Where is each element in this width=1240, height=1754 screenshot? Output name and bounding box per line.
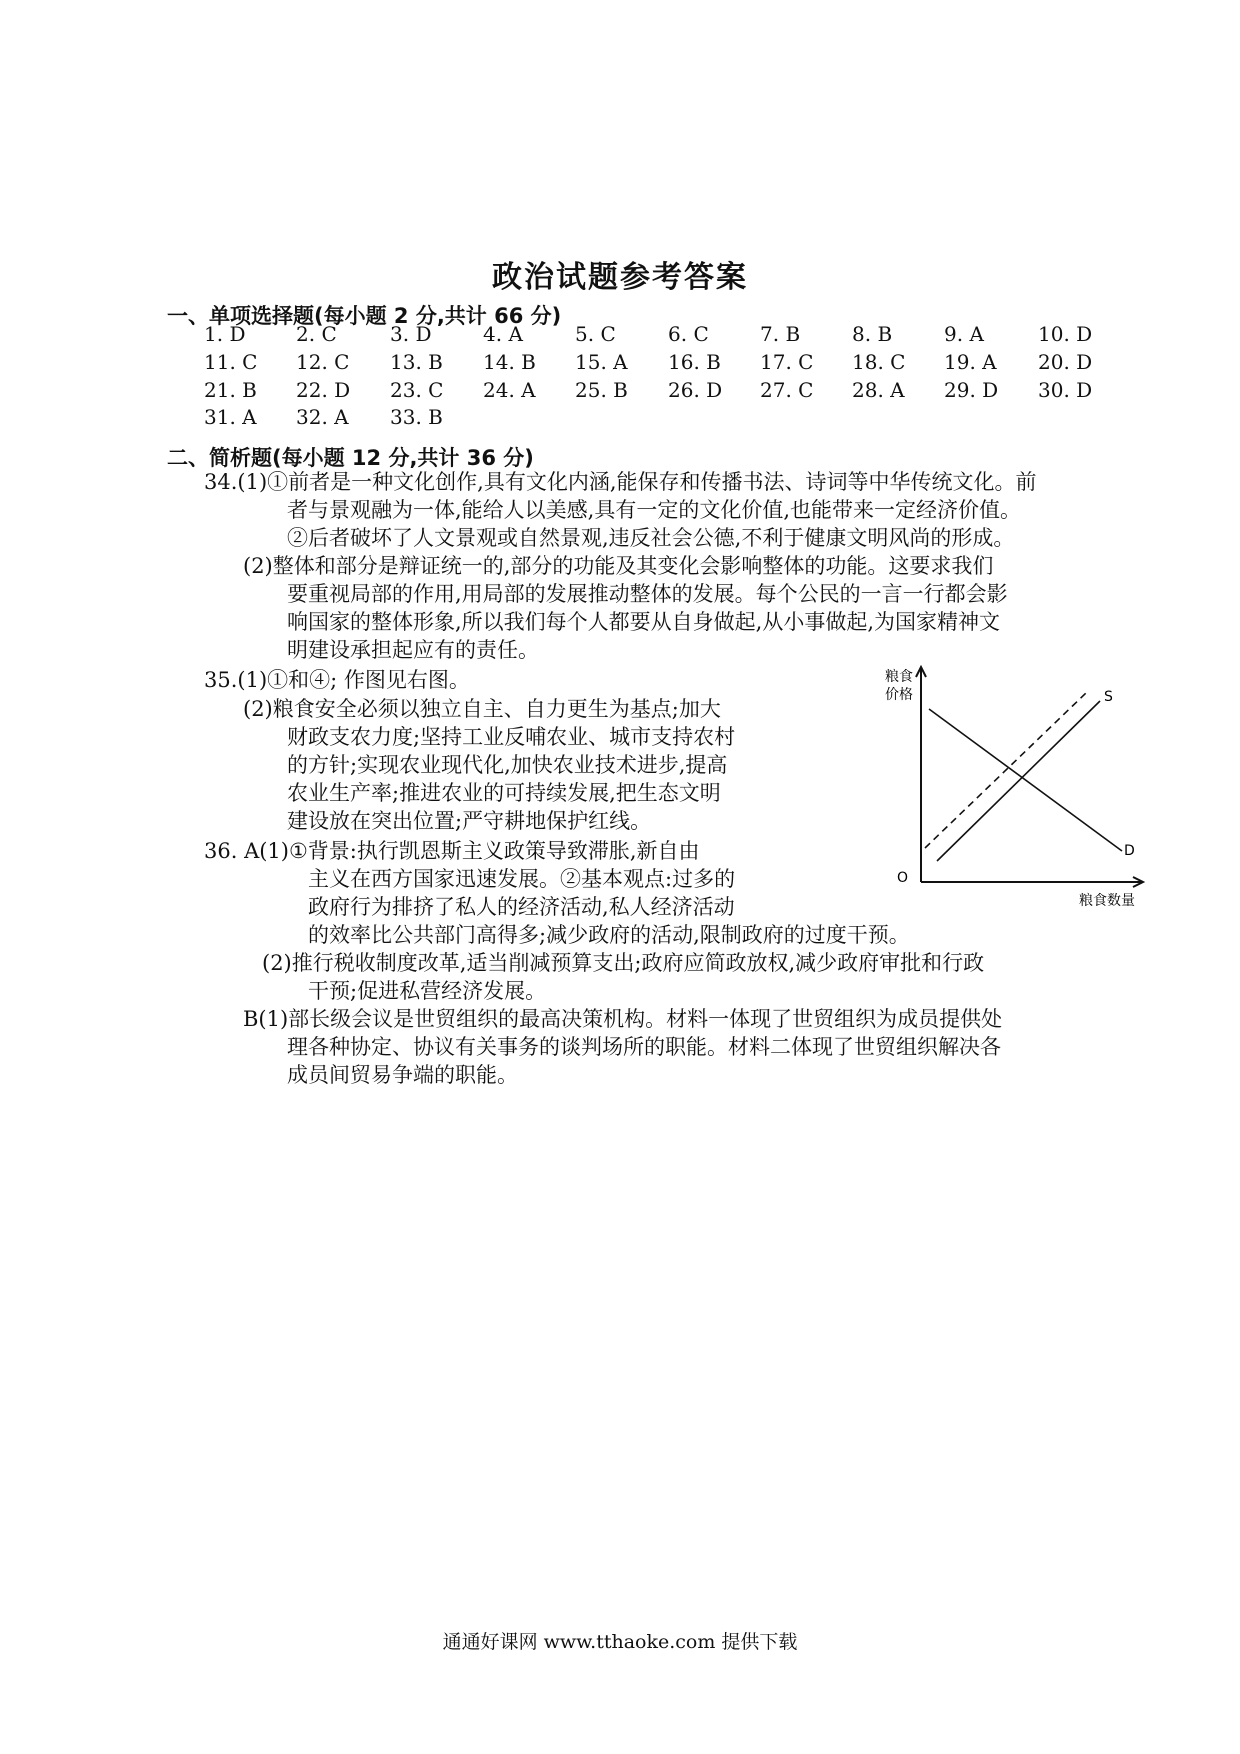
answer-item: 7. B <box>760 322 801 346</box>
answer-item: 29. D <box>944 378 999 402</box>
answer-line: 的效率比公共部门高得多;减少政府的活动,限制政府的过度干预。 <box>308 923 910 947</box>
answer-line: 成员间贸易争端的职能。 <box>287 1063 518 1087</box>
answer-line: 34.(1)①前者是一种文化创作,具有文化内涵,能保存和传播书法、诗词等中华传统文化。前 <box>204 470 1037 494</box>
answer-line: ②后者破坏了人文景观或自然景观,违反社会公德,不利于健康文明风尚的形成。 <box>287 526 1015 550</box>
answer-line: 主义在西方国家迅速发展。②基本观点:过多的 <box>308 867 736 891</box>
answer-item: 9. A <box>944 322 984 346</box>
supply-demand-figure <box>885 665 1150 910</box>
answer-item: 1. D <box>204 322 246 346</box>
supply-label: S <box>1104 689 1113 705</box>
answer-item: 5. C <box>575 322 616 346</box>
answer-line: 理各种协定、协议有关事务的谈判场所的职能。材料二体现了世贸组织解决各 <box>287 1035 1001 1059</box>
answer-item: 15. A <box>575 350 628 374</box>
answer-item: 2. C <box>296 322 337 346</box>
answer-item: 23. C <box>390 378 444 402</box>
answer-line: (2)整体和部分是辩证统一的,部分的功能及其变化会影响整体的功能。这要求我们 <box>243 554 994 578</box>
answer-line: 建设放在突出位置;严守耕地保护红线。 <box>287 809 652 833</box>
answer-item: 14. B <box>483 350 536 374</box>
answer-item: 8. B <box>852 322 893 346</box>
answer-item: 19. A <box>944 350 997 374</box>
answer-line: 政府行为排挤了私人的经济活动,私人经济活动 <box>308 895 735 919</box>
origin-label: O <box>897 870 909 886</box>
answer-item: 16. B <box>668 350 721 374</box>
answer-item: 4. A <box>483 322 523 346</box>
answer-line: 36. A(1)①背景:执行凯恩斯主义政策导致滞胀,新自由 <box>204 839 700 863</box>
answer-item: 12. C <box>296 350 350 374</box>
answer-item: 3. D <box>390 322 432 346</box>
answer-item: 10. D <box>1038 322 1093 346</box>
answer-item: 31. A <box>204 405 257 429</box>
answer-item: 32. A <box>296 405 349 429</box>
section1-heading: 一、单项选择题(每小题 2 分,共计 66 分) <box>167 304 562 328</box>
answer-line: B(1)部长级会议是世贸组织的最高决策机构。材料一体现了世贸组织为成员提供处 <box>243 1007 1003 1031</box>
answer-line: 明建设承担起应有的责任。 <box>287 638 539 662</box>
y-axis-label-line1: 粮食 <box>885 669 913 685</box>
answer-item: 25. B <box>575 378 628 402</box>
answer-line: (2)粮食安全必须以独立自主、自力更生为基点;加大 <box>243 697 721 721</box>
answer-line: (2)推行税收制度改革,适当削减预算支出;政府应简政放权,减少政府审批和行政 <box>262 951 985 975</box>
section2-heading: 二、简析题(每小题 12 分,共计 36 分) <box>167 446 534 470</box>
y-axis-label-line2: 价格 <box>885 687 913 703</box>
answer-line: 的方针;实现农业现代化,加快农业技术进步,提高 <box>287 753 728 777</box>
demand-curve <box>929 709 1122 851</box>
answer-item: 21. B <box>204 378 257 402</box>
shifted-supply-curve <box>925 692 1087 848</box>
answer-line: 35.(1)①和④; 作图见右图。 <box>204 668 470 692</box>
answer-line: 干预;促进私营经济发展。 <box>308 979 547 1003</box>
answer-item: 27. C <box>760 378 814 402</box>
answer-item: 30. D <box>1038 378 1093 402</box>
answer-item: 33. B <box>390 405 443 429</box>
answer-item: 26. D <box>668 378 723 402</box>
page-title: 政治试题参考答案 <box>492 260 748 295</box>
answer-item: 20. D <box>1038 350 1093 374</box>
answer-item: 11. C <box>204 350 258 374</box>
answer-item: 6. C <box>668 322 709 346</box>
answer-item: 28. A <box>852 378 905 402</box>
supply-curve <box>937 701 1100 861</box>
answer-line: 财政支农力度;坚持工业反哺农业、城市支持农村 <box>287 725 736 749</box>
answer-line: 者与景观融为一体,能给人以美感,具有一定的文化价值,也能带来一定经济价值。 <box>287 498 1022 522</box>
x-axis-label: 粮食数量 <box>1079 893 1135 909</box>
answer-item: 18. C <box>852 350 906 374</box>
demand-label: D <box>1124 843 1135 859</box>
answer-item: 24. A <box>483 378 536 402</box>
answer-item: 22. D <box>296 378 351 402</box>
answer-line: 农业生产率;推进农业的可持续发展,把生态文明 <box>287 781 721 805</box>
answer-item: 13. B <box>390 350 443 374</box>
answer-line: 响国家的整体形象,所以我们每个人都要从自身做起,从小事做起,为国家精神文 <box>287 610 1001 634</box>
answer-item: 17. C <box>760 350 814 374</box>
answer-line: 要重视局部的作用,用局部的发展推动整体的发展。每个公民的一言一行都会影 <box>287 582 1008 606</box>
footer-text: 通通好课网 www.tthaoke.com 提供下载 <box>442 1631 798 1653</box>
